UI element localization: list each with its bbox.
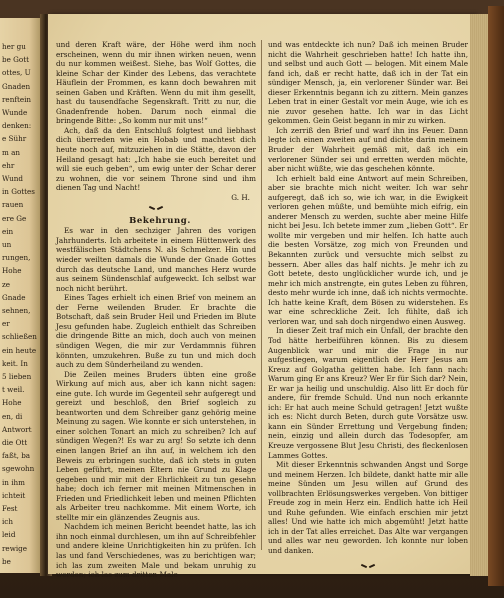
left-page-fragment: un [2,240,12,249]
left-page-fragment: in Gottes [2,187,36,197]
left-text-column [56,40,256,580]
paragraph: In dieser Zeit traf mich ein Unfall, der brachte den Tod hätte herbeiführen können. Bis zu diesem Augenblick war und mir die Frage in nur aufgestiegen, warum eigentlich der Herr Jesus am Kreuz auf Golgatha gelitten habe. Ich fann nach: Warum ging Er ans Kreuz? Wer Er für Sich dar? Nein, Er war ja heilig und unschuldig. Also litt Er doch für andere, für fremde Schuld. Und nun noch erkannte ich: Er hat auch meine Schuld getragen! Jetzt wußte ich es: Nicht durch Beten, durch gute Vorsätze usw. kann ein Sünder Errettung und Vergebung finden; nein, einzig und allein durch das Todesopfer, am Kreuze vergossene Blut Jesu Christi, des fleckenlosen Lammes Gottes. [268,326,468,460]
paragraph: Nachdem ich meinen Bericht beendet hatte, las ich ihn noch einmal durchlesen, um ihn auf Schreibfehler und andere kleine Unrichtigkeiten hin zu prüfen. Ich las und fand Verschiedenes, was zu berichtigen war; ich las zum zweiten Male und bekam unruhig zu werden; ich las zum dritten Male [56,522,256,580]
left-page-fragment: denken: [2,121,32,131]
left-page-fragment: sehnen, [2,306,31,315]
left-page-fragment: Wund [2,174,23,183]
paragraph: Es war in den sechziger Jahren des vorigen Jahrhunderts. Ich arbeitete in einem Hüttenwerk des westfälischen Städtchens N. als Schmelzer. Hin und wieder weilten damals die Wunde der Gnade Gottes durch das deutsche Land, und manches Herz wurde aus seinem Sündenschlaf aufgeweckt. Ich selbst war noch nicht berührt. [56,226,256,293]
left-page-edge [0,18,42,573]
ornament-end [268,562,468,573]
left-page-fragment: er [2,319,10,329]
paragraph: Die Zeilen meines Bruders übten eine große Wirkung auf mich aus, aber ich kann nicht sagen: eine gute. Ich wurde im Gegenteil sehr aufgeregt und gereizt und beschloß, den Brief sogleich zu beantworten und dem Schreiber ganz gehörig meine Meinung zu sagen. Wie konnte er sich unterstehen, in einer solchen Tonart an mich zu schreiben? Ich auf sündigen Wegen?! Es war zu arg! So setzte ich denn einen langen Brief an ihn auf, in welchem ich den Beweis zu erbringen suchte, daß ich stets in guten Leben geführt, meinen Eltern nie Grund zu Klage gegeben und mir mit der Ehrlichkeit zu tun gesehn habe; doch ich ferner mit meinen Mitmenschen in Frieden und Friedlichkeit leben und meinen Pflichten als Arbeiter treu nachkomme. Mit einem Worte, ich stellte mir ein glänzendes Zeugnis aus. [56,369,256,522]
left-page-fragment: Antwort [2,424,32,434]
left-page-fragment: en, di [2,411,23,421]
left-page-fragment: Hohe [2,398,22,408]
paragraph: Mit dieser Erkenntnis schwanden Angst und Sorge und meinem Herzen. Ich bildete, dankt hatte mir alle meine Sünden um Jesu willen auf Grund des vollbrachten Erlösungswerkes vergeben. Von bittiger Freude zog in mein Herz ein. Endlich hatte ich Heil und Ruhe gefunden. Wie einfach erschien mir jetzt alles! Und wie hatte ich mich abgemüht! Jetzt hatte ich in der Tat alles erreichet. Das Alte war vergangen und alles war neu geworden. Ich konnte nur loben und danken. [268,460,468,555]
left-page-fragment: ere Ge [2,213,27,223]
ornament-divider [56,204,256,215]
left-page-fragment: die Ott [2,438,28,447]
left-page-fragment: be [2,556,11,566]
paragraph: Eines Tages erhielt ich einen Brief von meinem an der Ferne weilenden Bruder. Er brachte die Botschaft, daß sein Bruder Heil und Frieden im Blute Jesu gefunden habe. Zugleich enthielt das Schreiben die dringende Bitte an mich, doch auch von meinen sündigen Wegen, die mir zur Verdammnis führen könnten, umzukehren. Buße zu tun und mich doch auch zu dem Sünderheiland zu wenden. [56,293,256,370]
left-page-fragment: ein heute [2,345,37,355]
left-page-fragment: rewige [2,543,27,553]
left-page-fragment: ottes, U [2,68,31,78]
left-page-fragment: Hohe [2,266,22,276]
right-text-column [268,40,468,572]
paragraph: und deren Kraft wäre, der Höhe werd ihm noch erscheinen, wenn du mir ihnen wirken neuen, wenn du nur kommen weißest. Siehe, bas Wolf Gottes, die kleine Schar der Kinder des Lebens, das verachtete Häuflein der Frommen, es kann doch bewahren mit seinen Gaben und Kräften. Wenn du mit ihm gesellt, hast du tausendfache Segenskraft. Tritt zu nur, die Gnadenfrende hoben. Darum noch einmal die bringende Bitte: „So komm nur mit uns!“ [56,40,256,126]
left-page-fragment: Wunde [2,108,28,117]
paragraph: und was entdeckte ich nun? Daß ich meinen Bruder nicht die Wahrheit geschrieben hatte! Ich hatte ihn, und selbst und auch Gott — belogen. Mit einem Male fand ich, daß er recht hatte, daß ich in der Tat ein sündiger Mensch, ja, ein verlorener Sünder war. Bei dieser Erkenntnis begann ich zu zittern. Mein ganzes Leben trat in einer Gestalt vor mein Auge, wie ich es nie zuvor gesehen hatte. Ich war in das Licht gekommen. Gein Geist begann in mir zu wirken. [268,40,468,126]
paragraph: Ich zerriß den Brief und warf ihn ins Feuer. Dann legte ich einen zweiten auf und dichte darin meinem Bruder der Wahrheit gemäß mit, daß ich ein verlorener Sünder sei und erretten werden möchte, aber nicht wüßte, wie das geschehen könnte. [268,125,468,174]
left-page-fragment: rauen [2,200,24,210]
left-page-fragment: ichteit [2,490,26,500]
left-page-fragment: in ihm [2,477,25,487]
left-page-fragment: 5 lieben [2,372,32,381]
column-divider [261,40,262,550]
left-page-fragment: ze [2,279,11,289]
left-page-fragment: her gu [2,42,26,51]
left-page-fragment: ein [2,226,14,236]
left-page-fragment: sgewohn [2,464,35,474]
left-page-fragment: renftein [2,94,32,104]
left-page-fragment: t weil. [2,385,25,395]
left-page-fragment: be Gott [2,55,29,65]
left-page-fragment: Gnaden [2,81,31,91]
left-page-fragment: e Sühr [2,134,27,144]
paragraph: Ach, daß da den Entschluß folgtest und liebhast dich überreden wie ein Hobab und machtest dich heute noch auf, mitzuziehen in die Stätte, davon der Heiland gesagt hat: „Ich habe sie euch bereitet und will sie euch geben“, um ewig unter der Schar derer zu wohnen, die vor seinem Throne sind und ihm dienen Tag und Nacht! [56,125,256,193]
section-heading: Bekehrung. [129,215,191,226]
left-page-fragment: faßt, ba [2,451,31,461]
author-initials: G. H. [231,192,250,202]
left-page-fragment: ich [2,517,13,527]
left-page-fragment: m an [2,147,21,157]
left-page-fragment: rungen, [2,253,31,263]
left-page-fragment: schließen [2,332,37,342]
left-page-fragment: Gnade [2,292,26,302]
left-page-fragment: ehr [2,160,15,170]
left-page-fragment: keit. In [2,358,28,368]
paragraph: Ich erhielt bald eine Antwort auf mein Schreiben, aber sie brachte mich nicht weiter. Ich war sehr aufgeregt, daß ich so, wie ich war, in die Ewigkeit verloren gehen müßte, und bemühte mich eifrig, ein anderer Mensch zu werden, suchte aber meine Hilfe nicht bei Jesu. Ich betete immer zum „lieben Gott“. Er wollte mir vergeben und mir helfen. Ich hatte auch die besten Vorsätze, zog mich von Freunden und Bekannten zurück und versuchte mich selbst zu bessern. Aber alles das half nichts. Je mehr ich zu Gott betete, desto unglücklicher wurde ich, und je mehr ich mich anstrengte, ein gutes Leben zu führen, desto mehr wurde ich inne, daß ich nichts vermochte. Ich hatte keine Kraft, dem Bösen zu widerstehen. Es war eine schreckliche Zeit. Ich fühlte, daß ich verloren war, und sah doch nirgendwo einen Ausweg. [268,173,468,326]
left-page-fragment: Fest [2,504,18,513]
book-cover-edge [488,6,504,586]
left-page-fragment: leid [2,530,16,540]
